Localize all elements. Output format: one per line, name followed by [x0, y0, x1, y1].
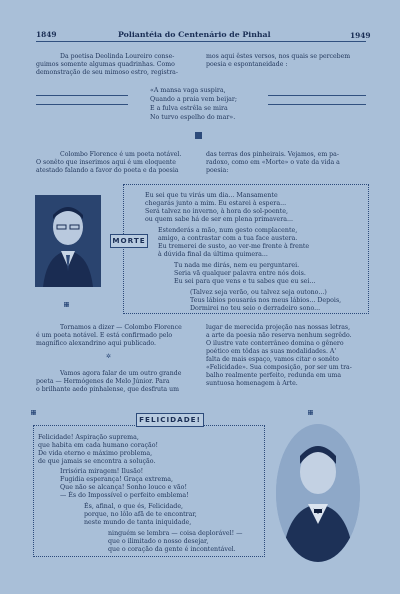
dotted-ornament: [308, 410, 313, 415]
middle-right-line: suntuosa homenagem à Arte.: [206, 380, 298, 387]
page-header-title: Poliantéia do Centenário de Pinhal: [118, 30, 271, 39]
dotted-ornament: [64, 302, 69, 307]
portrait-hermogenes-de-melo-junior: [276, 424, 360, 562]
portrait-image: [276, 424, 360, 562]
felicidade-line: Fugidia esperança! Graça extrema,: [60, 476, 173, 483]
intro-left-line: guimos somente algumas quadrinhas. Como: [36, 61, 175, 68]
middle-left2-line: Vamos agora falar de um outro grande: [60, 370, 182, 377]
colombo-right-line: poesia:: [206, 167, 229, 174]
middle-left2-line: o brilhante aedo pinhalense, que desfruta um: [36, 386, 179, 393]
quatrain-line: «A mansa vaga suspira,: [150, 87, 226, 94]
felicidade-line: Que não se alcança! Sonho louco e vão!: [60, 484, 187, 491]
colombo-right-line: radoxo, como em «Morte» o vate da vida a: [206, 159, 340, 166]
quatrain-line: No turvo espelho do mar».: [150, 114, 236, 121]
quatrain-rule-right: [268, 95, 366, 96]
middle-right-line: O ilustre vate conterrâneo domina o gênero: [206, 340, 344, 347]
morte-title: MORTE: [110, 234, 148, 248]
header-rule: [36, 41, 366, 42]
middle-right-line: falta de mais espaço, vamos citar o sonêto: [206, 356, 339, 363]
middle-left-line: é um poeta notável. E está confirmado pelo: [36, 332, 173, 339]
middle-right-line: lugar de merecida projeção nas nossas letras,: [206, 324, 351, 331]
asterism-ornament: ✲: [106, 353, 112, 360]
intro-right-line: poesia e espontaneidade :: [206, 61, 288, 68]
morte-line: (Talvez seja verão, ou talvez seja outono...): [190, 289, 327, 296]
intro-right-line: mos aqui êstes versos, nos quais se percebem: [206, 53, 351, 60]
portrait-colombo-florence: [35, 195, 101, 287]
felicidade-line: que o ilimitado o nosso desejar,: [108, 538, 209, 545]
morte-line: Tu nada me dirás, nem eu perguntarei.: [174, 262, 300, 269]
felicidade-line: És, afinal, o que és, Felicidade,: [84, 503, 184, 510]
felicidade-line: de que jamais se encontra a solução.: [38, 458, 156, 465]
felicidade-line: ninguém se lembra — coisa deplorável! —: [108, 530, 243, 537]
felicidade-line: neste mundo de tanta iniquidade,: [84, 519, 192, 526]
quatrain-rule-left: [36, 104, 128, 105]
quatrain-rule-left: [36, 95, 128, 96]
morte-line: Eu sei para que vens e tu sabes que eu sei...: [174, 278, 316, 285]
portrait-image: [35, 195, 101, 287]
section-ornament: [195, 132, 202, 139]
morte-line: amigo, a contrastar com a tua face austera.: [158, 235, 298, 242]
middle-left-line: Tornamos a dizer — Colombo Florence: [60, 324, 182, 331]
quatrain-rule-right: [268, 104, 366, 105]
morte-line: chegarás junto a mim. Eu estarei à espera...: [145, 200, 287, 207]
morte-line: à dúvida final da última quimera...: [158, 251, 268, 258]
felicidade-line: De vida eterno e máximo problema,: [38, 450, 153, 457]
dotted-ornament: [31, 410, 36, 415]
morte-line: Será talvez no inverno, à hora do sol-poente,: [145, 208, 288, 215]
colombo-left-line: atestado falando a favor do poeta e da poesia: [36, 167, 179, 174]
middle-right-line: poético em tôdas as suas modalidades. A': [206, 348, 337, 355]
quatrain-line: E a fulva estrêla se mira: [150, 105, 228, 112]
morte-line: Seria vã qualquer palavra entre nós dois.: [174, 270, 306, 277]
colombo-left-line: Colombo Florence é um poeta notável.: [60, 151, 182, 158]
colombo-right-line: das terras dos pinheirais. Vejamos, em pa-: [206, 151, 339, 158]
morte-line: Estenderás a mão, num gesto complacente,: [158, 227, 298, 234]
middle-right-line: balho realmente perfeito, redunda em uma: [206, 372, 342, 379]
felicidade-line: porque, no lôlo afã de te encontrar,: [84, 511, 197, 518]
felicidade-line: — És do Impossível o perfeito emblema!: [60, 492, 189, 499]
middle-right-line: a arte da poesia não reserva nenhum segrêdo.: [206, 332, 352, 339]
felicidade-line: que habita em cada humano coração!: [38, 442, 159, 449]
felicidade-line: Felicidade! Aspiração suprema,: [38, 434, 139, 441]
middle-right-line: «Felicidade». Sua composição, por ser um tra-: [206, 364, 352, 371]
morte-line: Teus lábios pousarás nos meus lábios... Depois,: [190, 297, 342, 304]
quatrain-line: Quando a praia vem beijar;: [150, 96, 238, 103]
morte-line: Dormirei no teu seio o derradeiro sono...: [190, 305, 321, 312]
morte-line: Eu tremerei de susto, ao ver-me frente à frente: [158, 243, 310, 250]
intro-left-line: demonstração de seu mimoso estro, registra-: [36, 69, 178, 76]
page-year-right: 1949: [350, 31, 371, 40]
morte-line: Eu sei que tu virás um dia... Mansamente: [145, 192, 278, 199]
middle-left2-line: poeta — Hermógenes de Melo Júnior. Para: [36, 378, 170, 385]
colombo-left-line: O sonêto que inserimos aqui é um eloquente: [36, 159, 176, 166]
intro-left-line: Da poetisa Deolinda Loureiro conse-: [60, 53, 175, 60]
felicidade-line: Irrisória miragem! Ilusão!: [60, 468, 144, 475]
felicidade-line: que o coração da gente é incontentável.: [108, 546, 236, 553]
morte-line: ou quem sabe há de ser em plena primavera...: [145, 216, 294, 223]
middle-left-line: magnífico alexandrino aqui publicado.: [36, 340, 156, 347]
felicidade-title: FELICIDADE!: [136, 413, 204, 427]
page-year-left: 1849: [36, 30, 57, 39]
